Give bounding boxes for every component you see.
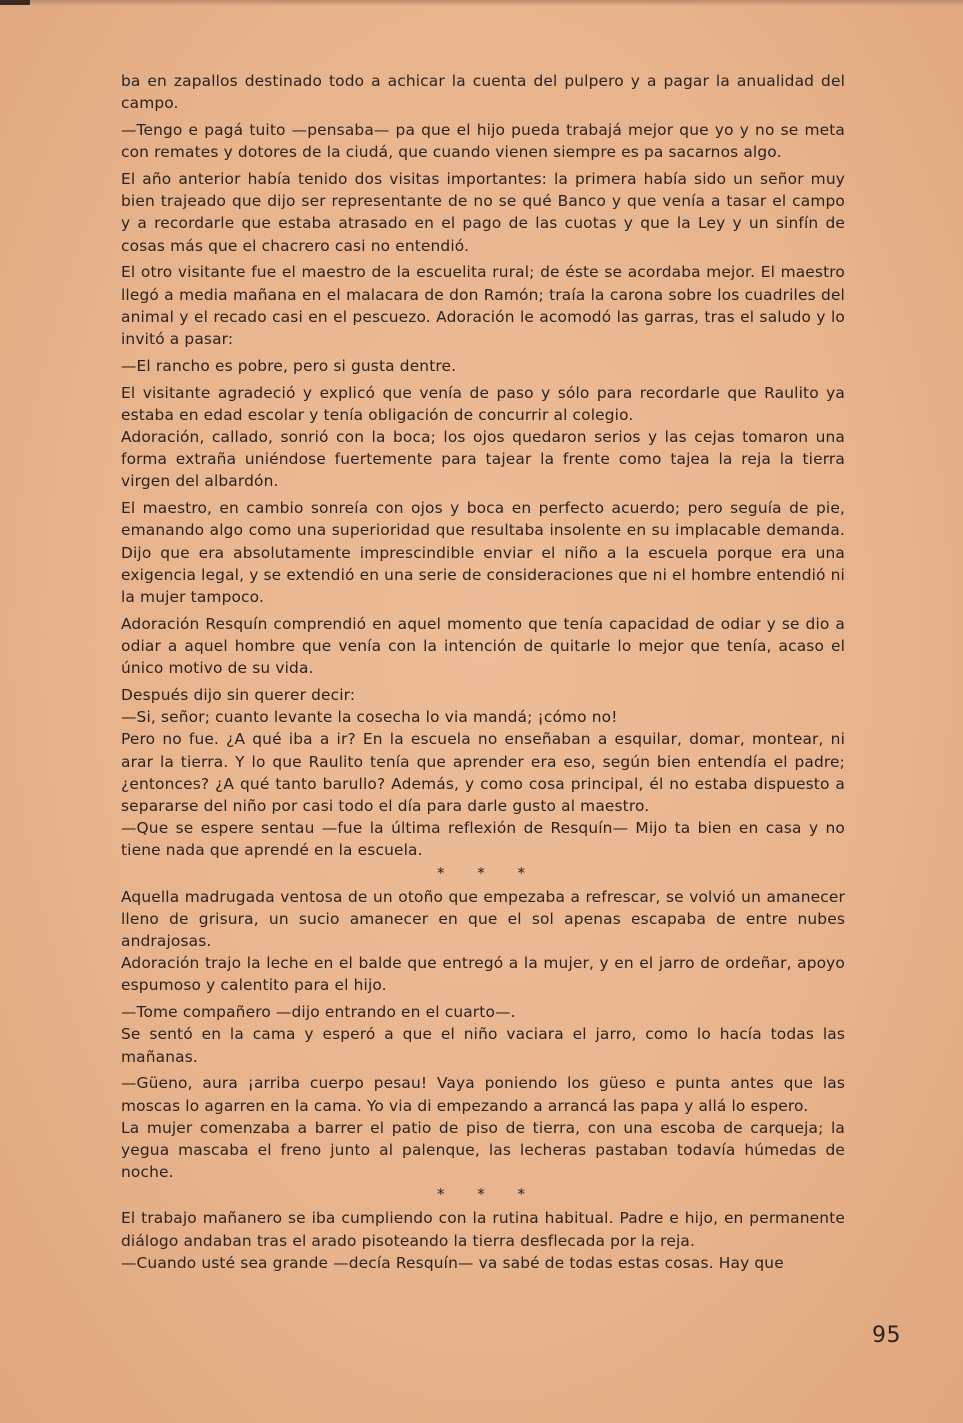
page-top-edge	[0, 0, 963, 6]
paragraph: El otro visitante fue el maestro de la escuelita rural; de éste se acordaba mejor. El maestro llegó a media mañana en el malacara de don Ramón; traía la carona sobre los cuadriles del animal y el recado casi en el pescuezo. Adoración le acomodó las garras, tras el saludo y lo invitó a pasar:	[121, 263, 845, 349]
paragraph: Pero no fue. ¿A qué iba a ir? En la escuela no enseñaban a esquilar, domar, montear, ni arar la tierra. Y lo que Raulito tenía que aprender era eso, según bien entendía el padre; ¿entonces? ¿A qué tanto barullo? Además, y como cosa principal, él no estaba dispuesto a separarse del niño por casi todo el día para darle gusto al maestro.	[121, 730, 845, 816]
paragraph: Después dijo sin querer decir:	[121, 686, 356, 705]
paragraph: Aquella madrugada ventosa de un otoño que empezaba a refrescar, se volvió un amanecer lleno de grisura, un sucio amanecer en que el sol apenas escapaba de entre nubes andrajosas.	[121, 887, 845, 951]
paragraph: —El rancho es pobre, pero si gusta dentre.	[121, 356, 457, 375]
section-break: * * *	[436, 1185, 540, 1204]
paragraph: ba en zapallos destinado todo a achicar la cuenta del pulpero y a pagar la anualidad del campo.	[121, 72, 845, 113]
page-corner-mark	[0, 0, 30, 5]
body-text	[121, 70, 845, 1274]
page-number: 95	[872, 1323, 901, 1348]
paragraph: Adoración trajo la leche en el balde que entregó a la mujer, y en el jarro de ordeñar, apoyo espumoso y calentito para el hijo.	[121, 954, 845, 995]
paragraph: La mujer comenzaba a barrer el patio de piso de tierra, con una escoba de carqueja; la yegua mascaba el freno junto al palenque, las lecheras pastaban todavía húmedas de noche.	[121, 1118, 845, 1182]
section-break: * * *	[436, 863, 540, 882]
paragraph: Adoración, callado, sonrió con la boca; los ojos quedaron serios y las cejas tomaron una forma extraña uniéndose fuertemente para tajear la frente como tajea la reja la tierra virgen del albardón.	[121, 428, 845, 491]
paragraph: El trabajo mañanero se iba cumpliendo con la rutina habitual. Padre e hijo, en permanente diálogo andaban tras el arado pisoteando la tierra desflecada por la reja.	[121, 1209, 845, 1250]
paragraph: El maestro, en cambio sonreía con ojos y boca en perfecto acuerdo; pero seguía de pie, emanando algo como una superioridad que resultaba insolente en su implacable demanda. Dijo que era absolutamente imprescindible enviar el niño a la escuela porque era una exigencia legal, y se extendió en una serie de consideraciones que ni el hombre entendió ni la mujer tampoco.	[121, 499, 845, 607]
paragraph: Adoración Resquín comprendió en aquel momento que tenía capacidad de odiar y se dio a odiar a aquel hombre que venía con la intención de quitarle lo mejor que tenía, acaso el único motivo de su vida.	[121, 614, 845, 678]
paragraph: —Si, señor; cuanto levante la cosecha lo via mandá; ¡cómo no!	[121, 708, 618, 727]
paragraph: —Güeno, aura ¡arriba cuerpo pesau! Vaya poniendo los güeso e punta antes que las moscas lo agarren en la cama. Yo via di empezando a arrancá las papa y allá lo espero.	[121, 1074, 845, 1115]
paragraph: —Que se espere sentau —fue la última reflexión de Resquín— Mijo ta bien en casa y no tiene nada que aprendé en la escuela.	[121, 819, 845, 860]
paragraph: Se sentó en la cama y esperó a que el niño vaciara el jarro, como lo hacía todas las mañanas.	[121, 1025, 845, 1066]
paragraph: El año anterior había tenido dos visitas importantes: la primera había sido un señor muy bien trajeado que dijo ser representante de no se qué Banco y que venía a tasar el campo y a recordarle que estaba atrasado en el pago de las cuotas y que la Ley y un sinfín de cosas más que el chacrero casi no entendió.	[121, 170, 845, 255]
paragraph: El visitante agradeció y explicó que venía de paso y sólo para recordarle que Raulito ya estaba en edad escolar y tenía obligación de concurrir al colegio.	[121, 383, 845, 424]
paragraph: —Cuando usté sea grande —decía Resquín— va sabé de todas estas cosas. Hay que	[121, 1253, 784, 1272]
paragraph: —Tengo e pagá tuito —pensaba— pa que el hijo pueda trabajá mejor que yo y no se meta con remates y dotores de la ciudá, que cuando vienen siempre es pa sacarnos algo.	[121, 121, 845, 162]
paragraph: —Tome compañero —dijo entrando en el cuarto—.	[121, 1003, 516, 1022]
